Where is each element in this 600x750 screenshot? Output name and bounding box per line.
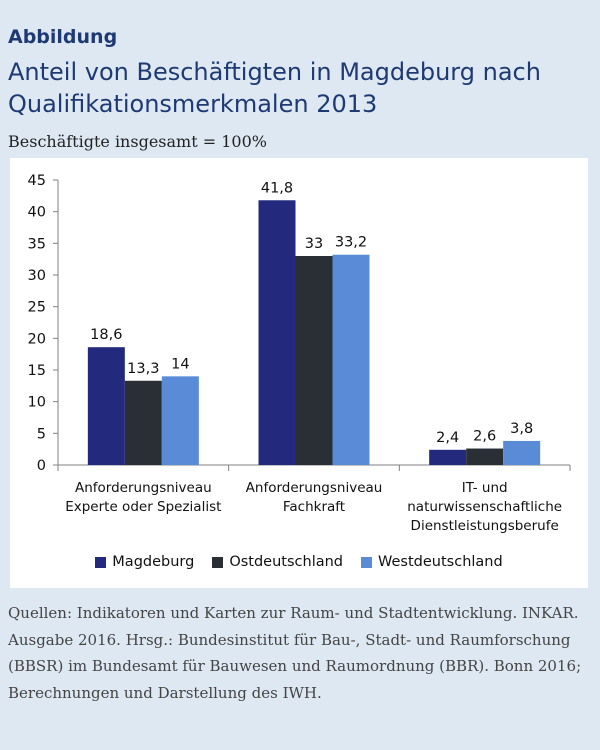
bar — [125, 381, 162, 465]
bar — [503, 441, 540, 465]
bar-value-label: 2,4 — [436, 429, 460, 446]
legend-item — [95, 554, 194, 570]
y-tick-label: 5 — [36, 426, 46, 443]
bar-value-label: 13,3 — [127, 360, 160, 377]
x-category-label: Experte oder Spezialist — [65, 499, 222, 515]
bar-value-label: 14 — [171, 356, 190, 373]
chart-panel — [10, 158, 588, 588]
legend-item — [361, 554, 503, 570]
x-category-label: Anforderungsniveau — [74, 480, 212, 496]
bar-value-label: 41,8 — [260, 180, 294, 197]
x-category-label: IT- und — [461, 480, 508, 496]
source-note: Quellen: Indikatoren und Karten zur Raum- und Stadtentwicklung. INKAR. Ausgabe 2016. Hrsg.: Bundesinstitut für Bau-, Stadt- und Raumforschung (BBSR) im Bundesamt für Bauwesen und Raumordnung (BBR). Bonn 2016; Berechnungen und Darstellung des IWH. — [8, 604, 582, 702]
bar-value-label: 2,6 — [473, 428, 497, 445]
bar — [333, 255, 370, 465]
x-category-label: naturwissenschaftliche — [407, 499, 563, 515]
y-tick-label: 25 — [27, 299, 46, 316]
legend-label: Westdeutschland — [378, 554, 503, 570]
y-tick-label: 20 — [27, 331, 46, 348]
y-tick-label: 35 — [27, 236, 46, 253]
x-category-label: Dienstleistungsberufe — [410, 518, 559, 534]
legend-swatch — [212, 557, 223, 568]
legend-label: Ostdeutschland — [229, 554, 344, 570]
y-tick-label: 0 — [36, 458, 46, 474]
y-tick-label: 45 — [27, 173, 46, 189]
bar-value-label: 33 — [304, 236, 324, 252]
bar — [296, 256, 333, 465]
chart-legend — [10, 554, 588, 570]
bar — [429, 450, 466, 465]
y-tick-label: 40 — [27, 204, 46, 221]
bar — [162, 376, 199, 465]
y-tick-label: 15 — [27, 363, 46, 379]
legend-swatch — [361, 557, 372, 568]
legend-swatch — [95, 557, 106, 568]
bar — [259, 200, 296, 465]
legend-label: Magdeburg — [112, 554, 195, 570]
x-category-label: Fachkraft — [282, 499, 346, 515]
bar-chart — [10, 158, 588, 588]
bar-value-label: 18,6 — [90, 327, 123, 344]
x-category-label: Anforderungsniveau — [245, 480, 383, 496]
bar — [88, 347, 125, 465]
y-tick-label: 10 — [27, 394, 46, 411]
chart-subtitle: Beschäftigte insgesamt = 100% — [8, 132, 267, 151]
figure-label: Abbildung — [8, 26, 118, 48]
y-tick-label: 30 — [27, 268, 46, 284]
bar-value-label: 3,8 — [510, 420, 534, 437]
bar — [466, 449, 503, 465]
bar-value-label: 33,2 — [334, 234, 368, 251]
chart-title: Anteil von Beschäftigten in Magdeburg nach Qualifikationsmerkmalen 2013 — [8, 58, 541, 118]
legend-item — [212, 554, 343, 570]
